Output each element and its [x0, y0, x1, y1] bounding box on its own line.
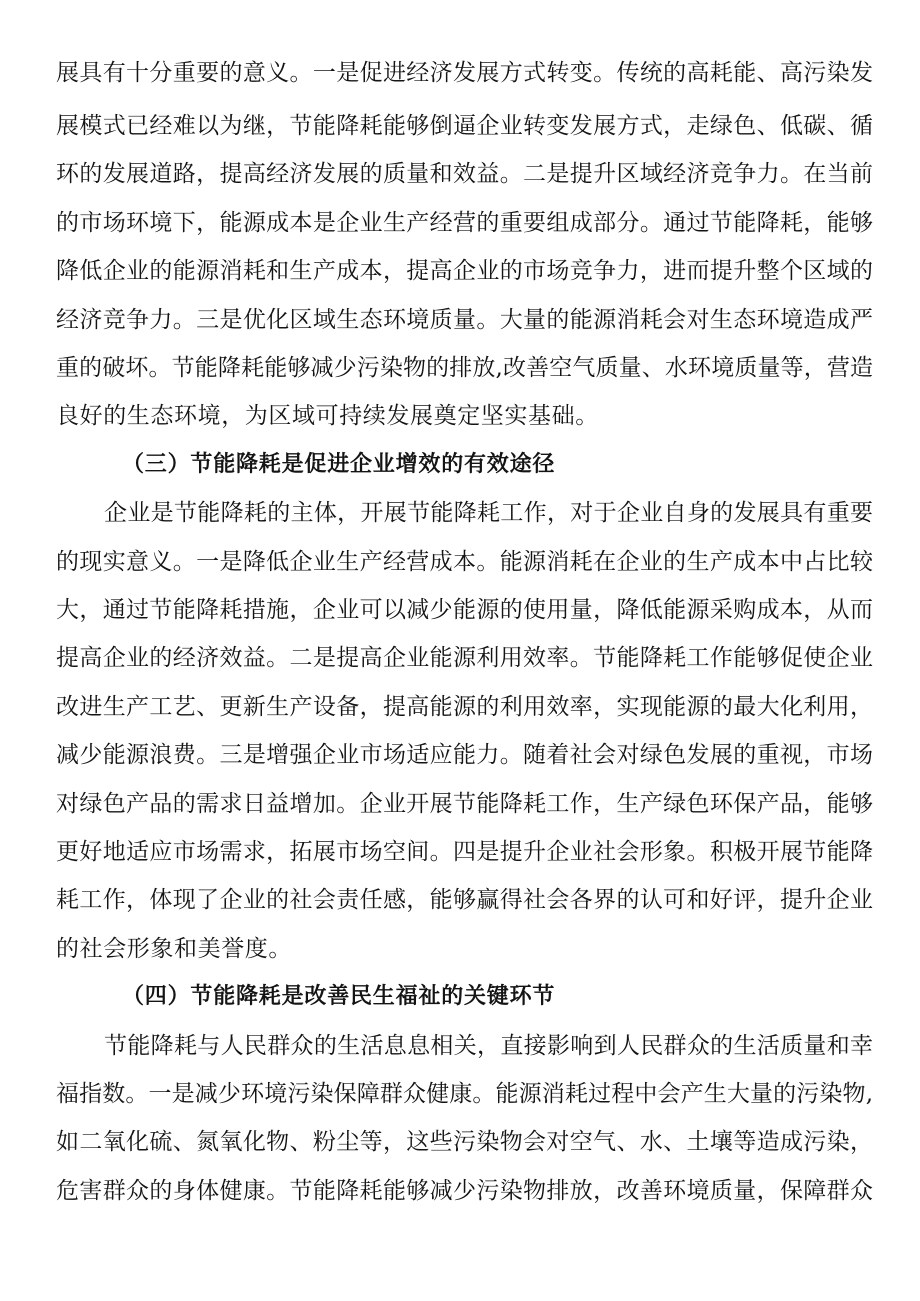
paragraph-line: 更好地适应市场需求，拓展市场空间。四是提升企业社会形象。积极开展节能降	[56, 839, 873, 865]
paragraph-line: 良好的生态环境，为区域可持续发展奠定坚实基础。	[56, 403, 599, 429]
paragraph-line: 展模式已经难以为继，节能降耗能够倒逼企业转变发展方式，走绿色、低碳、循	[56, 113, 873, 139]
section-heading: （三）节能降耗是促进企业增效的有效途径	[122, 452, 556, 477]
paragraph-line: 危害群众的身体健康。节能降耗能够减少污染物排放，改善环境质量，保障群众	[56, 1178, 873, 1204]
paragraph-line: 企业是节能降耗的主体，开展节能降耗工作，对于企业自身的发展具有重要	[104, 500, 873, 526]
paragraph-line: 降低企业的能源消耗和生产成本，提高企业的市场竞争力，进而提升整个区域的	[56, 258, 873, 284]
paragraph-line: 环的发展道路，提高经济发展的质量和效益。二是提升区域经济竞争力。在当前	[56, 161, 873, 187]
paragraph-line: 对绿色产品的需求日益增加。企业开展节能降耗工作，生产绿色环保产品，能够	[56, 791, 873, 817]
paragraph-line: 展具有十分重要的意义。一是促进经济发展方式转变。传统的高耗能、高污染发	[56, 60, 873, 86]
paragraph-line: 节能降耗与人民群众的生活息息相关，直接影响到人民群众的生活质量和幸	[104, 1033, 873, 1059]
paragraph-line: 经济竞争力。三是优化区域生态环境质量。大量的能源消耗会对生态环境造成严	[56, 307, 873, 333]
paragraph-line: 重的破坏。节能降耗能够减少污染物的排放,改善空气质量、水环境质量等，营造	[56, 355, 873, 381]
paragraph-line: 减少能源浪费。三是增强企业市场适应能力。随着社会对绿色发展的重视，市场	[56, 742, 873, 768]
paragraph-line: 改进生产工艺、更新生产设备，提高能源的利用效率，实现能源的最大化利用，	[56, 694, 873, 720]
paragraph-line: 提高企业的经济效益。二是提高企业能源利用效率。节能降耗工作能够促使企业	[56, 645, 873, 671]
paragraph-line: 的市场环境下，能源成本是企业生产经营的重要组成部分。通过节能降耗，能够	[56, 210, 873, 236]
paragraph-line: 耗工作，体现了企业的社会责任感，能够赢得社会各界的认可和好评，提升企业	[56, 887, 873, 913]
paragraph-line: 如二氧化硫、氮氧化物、粉尘等，这些污染物会对空气、水、土壤等造成污染，	[56, 1129, 873, 1155]
paragraph-line: 的社会形象和美誉度。	[56, 936, 292, 962]
section-heading: （四）节能降耗是改善民生福祉的关键环节	[122, 984, 556, 1009]
paragraph-line: 福指数。一是减少环境污染保障群众健康。能源消耗过程中会产生大量的污染物,	[56, 1081, 873, 1107]
paragraph-line: 的现实意义。一是降低企业生产经营成本。能源消耗在企业的生产成本中占比较	[56, 549, 873, 575]
paragraph-line: 大，通过节能降耗措施，企业可以减少能源的使用量，降低能源采购成本，从而	[56, 597, 873, 623]
